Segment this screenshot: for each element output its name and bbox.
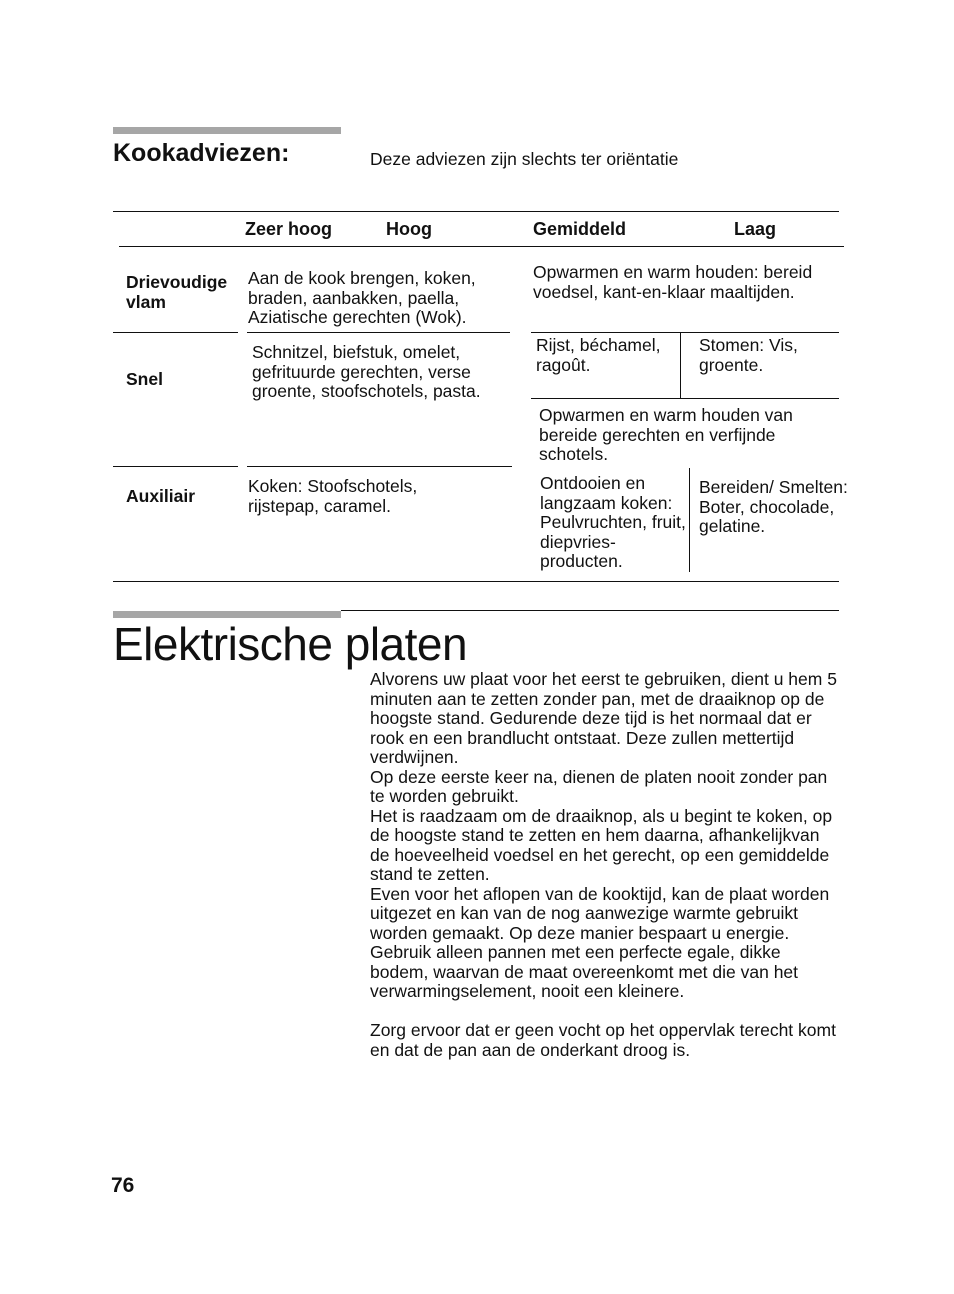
section-title-elektrische: Elektrische platen xyxy=(113,618,468,670)
orientation-note: Deze adviezen zijn slechts ter oriëntatie xyxy=(370,149,679,169)
cell-auxiliair-low: Bereiden/ Smelten: Boter, chocolade, gelatine. xyxy=(699,477,848,536)
row-label-auxiliair: Auxiliair xyxy=(126,486,196,506)
cell-drievoudige-low: Opwarmen en warm houden: bereid voedsel, kant-en-klaar maaltijden. xyxy=(533,262,813,302)
cell-snel-high: Schnitzel, biefstuk, omelet, gefrituurde gerechten, verse groente, stoofschotels, pasta. xyxy=(252,342,481,401)
header-bottom-rule xyxy=(119,246,844,247)
row-divider-low-1 xyxy=(531,332,839,333)
paragraph-knob-advice: Het is raadzaam om de draaiknop, als u begint te koken, op de hoogste stand te zetten en hem daarna, afhankelijkvan de hoeveelheid voedsel en het gerecht, op een gemiddelde stand te zetten. xyxy=(370,805,833,884)
section-rule-elektrische xyxy=(341,610,839,611)
cell-auxiliair-medium: Ontdooien en langzaam koken: Peulvruchten, fruit, diepvries-producten. xyxy=(540,473,686,571)
paragraph-pan-size: Gebruik alleen pannen met een perfecte egale, dikke bodem, waarvan de maat overeenkomt met die van het verwarmingselement, nooit een kleinere. xyxy=(370,942,799,1001)
row-divider-label-2 xyxy=(113,466,238,467)
cell-divider-snel xyxy=(680,332,681,398)
paragraph-never-without-pan: Op deze eerste keer na, dienen de platen nooit zonder pan te worden gebruikt. xyxy=(370,766,828,806)
section-bar-kookadviezen xyxy=(113,127,341,134)
page-number: 76 xyxy=(111,1174,135,1197)
section-bar-elektrische xyxy=(113,611,341,618)
cell-drievoudige-high: Aan de kook brengen, koken, braden, aanbakken, paella, Aziatische gerechten (Wok). xyxy=(248,268,476,327)
paragraph-gap xyxy=(370,1002,842,1022)
cell-snel-medium: Rijst, béchamel, ragoût. xyxy=(536,335,661,375)
cell-snel-warm: Opwarmen en warm houden van bereide gerechten en verfijnde schotels. xyxy=(539,405,793,464)
section-heading-kookadviezen: Kookadviezen: xyxy=(113,139,290,167)
paragraph-first-use: Alvorens uw plaat voor het eerst te gebruiken, dient u hem 5 minuten aan te zetten zonder pan, met de draaiknop op de hoogste stand. Gedurende deze tijd is het normaal dat er rook en een brandlucht ontstaat. Deze zullen mettertijd verdwijnen. xyxy=(370,669,837,767)
paragraph-keep-dry: Zorg ervoor dat er geen vocht op het oppervlak terecht komt en dat de pan aan de onderkant droog is. xyxy=(370,1020,836,1060)
cell-snel-low: Stomen: Vis, groente. xyxy=(699,335,798,375)
row-divider-label-1 xyxy=(113,332,238,333)
table-top-rule xyxy=(113,211,839,212)
column-header-zeer-hoog: Zeer hoog xyxy=(245,219,333,239)
table-bottom-rule xyxy=(113,581,839,582)
column-header-gemiddeld: Gemiddeld xyxy=(533,219,627,239)
elektrische-body xyxy=(370,670,842,1060)
row-divider-snel-medium xyxy=(531,398,839,399)
row-label-drievoudige-vlam: Drievoudige vlam xyxy=(126,272,228,312)
cell-auxiliair-high: Koken: Stoofschotels, rijstepap, caramel. xyxy=(248,476,418,516)
row-label-snel: Snel xyxy=(126,369,163,389)
paragraph-save-energy: Even voor het aflopen van de kooktijd, kan de plaat worden uitgezet en kan van de nog aanwezige warmte gebruikt worden gemaakt. Op deze manier bespaart u energie. xyxy=(370,883,830,943)
cell-divider-auxiliair xyxy=(689,468,690,572)
row-divider-high-1 xyxy=(247,332,510,333)
column-header-hoog: Hoog xyxy=(386,219,432,239)
row-divider-high-2 xyxy=(247,466,512,467)
column-header-laag: Laag xyxy=(734,219,777,239)
